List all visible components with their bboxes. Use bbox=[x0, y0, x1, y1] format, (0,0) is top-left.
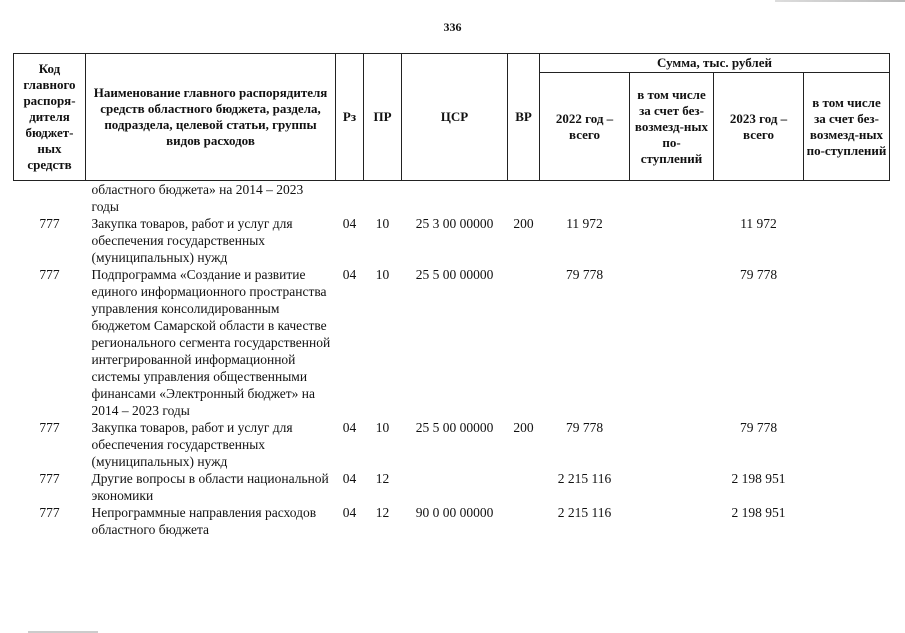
row-rz: 04 bbox=[342, 471, 357, 486]
row-free-2022 bbox=[630, 470, 714, 504]
header-2022-free: в том числе за счет без-возмезд-ных по-ступлений bbox=[630, 73, 714, 181]
row-sum-2022: 2 215 116 bbox=[557, 471, 612, 486]
scan-edge-mark bbox=[775, 0, 905, 2]
row-sum-2023: 2 198 951 bbox=[731, 471, 786, 486]
row-csr: 90 0 00 00000 bbox=[415, 505, 494, 520]
header-vr: ВР bbox=[508, 54, 540, 181]
continuation-text: областного бюджета» на 2014 – 2023 годы bbox=[91, 182, 304, 214]
header-2022-total: 2022 год – всего bbox=[540, 73, 630, 181]
row-csr: 25 5 00 00000 bbox=[415, 420, 494, 435]
header-rz: Рз bbox=[336, 54, 364, 181]
row-rz: 04 bbox=[342, 420, 357, 435]
row-code: 777 bbox=[39, 471, 60, 486]
row-free-2022 bbox=[630, 419, 714, 470]
row-free-2023 bbox=[804, 504, 890, 538]
budget-table bbox=[13, 53, 890, 538]
row-sum-2022: 11 972 bbox=[566, 216, 603, 231]
row-free-2023 bbox=[804, 419, 890, 470]
row-sum-2023: 79 778 bbox=[739, 267, 778, 282]
page-number: 336 bbox=[443, 20, 462, 34]
row-vr bbox=[508, 266, 540, 419]
table-row bbox=[14, 419, 890, 470]
row-name: Подпрограмма «Создание и развитие единого информационного пространства управления консолидированным бюджетом Самарской области в качестве регионального сегмента государственной интегрированной информационной системы управления общественными финансами «Электронный бюджет» на 2014 – 2023 годы bbox=[91, 267, 331, 418]
row-sum-2023: 11 972 bbox=[740, 216, 777, 231]
header-2023-total: 2023 год – всего bbox=[714, 73, 804, 181]
row-name: Закупка товаров, работ и услуг для обеспечения государственных (муниципальных) нужд bbox=[91, 420, 293, 469]
row-pr: 12 bbox=[375, 471, 390, 486]
row-code: 777 bbox=[39, 216, 60, 231]
row-pr: 12 bbox=[375, 505, 390, 520]
row-pr: 10 bbox=[375, 267, 390, 282]
row-rz: 04 bbox=[342, 267, 357, 282]
row-sum-2023: 79 778 bbox=[739, 420, 778, 435]
row-rz: 04 bbox=[342, 505, 357, 520]
row-free-2022 bbox=[630, 215, 714, 266]
table-row bbox=[14, 266, 890, 419]
continuation-row bbox=[14, 181, 890, 216]
header-code: Код главного распоря-дителя бюджет-ных средств bbox=[14, 54, 86, 181]
header-pr: ПР bbox=[364, 54, 402, 181]
row-vr: 200 bbox=[513, 216, 534, 231]
row-free-2022 bbox=[630, 266, 714, 419]
header-csr: ЦСР bbox=[402, 54, 508, 181]
row-csr: 25 3 00 00000 bbox=[415, 216, 494, 231]
table-row bbox=[14, 504, 890, 538]
row-pr: 10 bbox=[375, 216, 390, 231]
row-free-2023 bbox=[804, 266, 890, 419]
row-csr bbox=[402, 470, 508, 504]
header-2023-free: в том числе за счет без-возмезд-ных по-ступлений bbox=[804, 73, 890, 181]
row-name: Закупка товаров, работ и услуг для обеспечения государственных (муниципальных) нужд bbox=[91, 216, 293, 265]
row-csr: 25 5 00 00000 bbox=[415, 267, 494, 282]
row-sum-2022: 2 215 116 bbox=[557, 505, 612, 520]
table-body bbox=[14, 181, 890, 539]
row-name: Непрограммные направления расходов областного бюджета bbox=[91, 505, 317, 537]
row-sum-2022: 79 778 bbox=[565, 420, 604, 435]
row-sum-2022: 79 778 bbox=[565, 267, 604, 282]
header-sum-group: Сумма, тыс. рублей bbox=[540, 54, 890, 73]
row-name: Другие вопросы в области национальной экономики bbox=[91, 471, 329, 503]
row-sum-2023: 2 198 951 bbox=[731, 505, 786, 520]
row-vr: 200 bbox=[513, 420, 534, 435]
row-free-2023 bbox=[804, 215, 890, 266]
table-row bbox=[14, 470, 890, 504]
table-header bbox=[14, 54, 890, 181]
row-code: 777 bbox=[39, 505, 60, 520]
header-name: Наименование главного распорядителя средств областного бюджета, раздела, подраздела, целевой статьи, группы видов расходов bbox=[86, 54, 336, 181]
row-vr bbox=[508, 470, 540, 504]
row-code: 777 bbox=[39, 267, 60, 282]
row-vr bbox=[508, 504, 540, 538]
row-rz: 04 bbox=[342, 216, 357, 231]
table-row bbox=[14, 215, 890, 266]
row-code: 777 bbox=[39, 420, 60, 435]
row-free-2023 bbox=[804, 470, 890, 504]
row-free-2022 bbox=[630, 504, 714, 538]
row-pr: 10 bbox=[375, 420, 390, 435]
